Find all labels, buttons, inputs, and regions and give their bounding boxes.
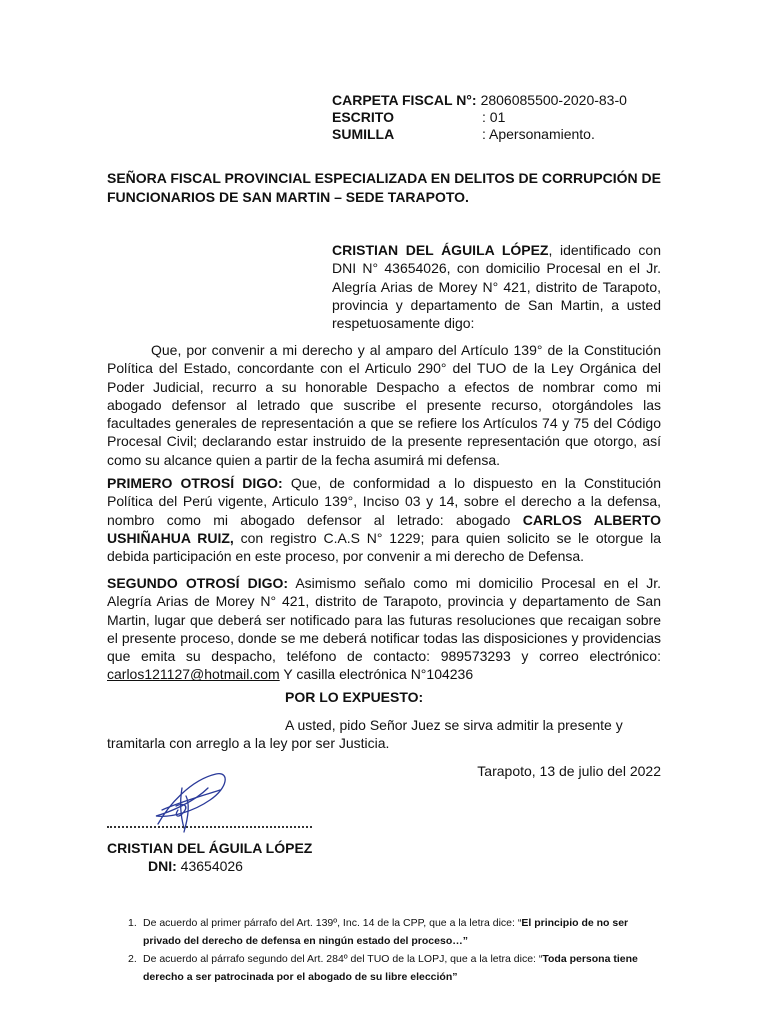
footnote-quote: Toda persona tiene derecho a ser patrocinada por el abogado de su libre elección (143, 953, 638, 983)
header-row-escrito (332, 109, 662, 126)
email-link[interactable]: carlos121127@hotmail.com (107, 666, 280, 683)
dni-value: 43654026 (176, 858, 243, 874)
footnote-number: 1. (128, 917, 137, 929)
intro-paragraph (332, 241, 661, 332)
case-header (332, 92, 662, 143)
footnotes (128, 914, 648, 986)
intro-text: , identificado con DNI N° 43654026, con domicilio Procesal en el Jr. Alegría Arias de Morey N° 421, distrito de Tarapoto, provincia y departamento de San Martin, a usted respetuosamente digo: (332, 242, 661, 332)
signer-name: CRISTIAN DEL ÁGUILA LÓPEZ (107, 840, 313, 856)
escrito-label: ESCRITO (332, 109, 394, 125)
footnote-item (128, 914, 648, 950)
segundo-otrosi-label: SEGUNDO OTROSÍ DIGO: (107, 575, 289, 591)
petitioner-name: CRISTIAN DEL ÁGUILA LÓPEZ (332, 242, 549, 258)
addressee: SEÑORA FISCAL PROVINCIAL ESPECIALIZADA EN DELITOS DE CORRUPCIÓN DE FUNCIONARIOS DE SAN MARTIN – SEDE TARAPOTO. (107, 170, 661, 205)
sumilla-label: SUMILLA (332, 126, 395, 142)
signature-line (107, 826, 312, 828)
dni-label: DNI: (148, 858, 177, 874)
header-row-sumilla (332, 126, 662, 143)
footnote-text: De acuerdo al párrafo segundo del Art. 284º del TUO de la LOPJ, que a la letra dice: “ (143, 953, 543, 965)
carpeta-value: 2806085500-2020-83-0 (480, 92, 627, 108)
primero-otrosi-text2: con registro C.A.S N° 1229; para quien solicito se le otorgue la debida participación en este proceso, por convenir a mi derecho de Defensa. (107, 529, 662, 565)
footnote-quote-end: ” (452, 971, 458, 983)
date-line: Tarapoto, 13 de julio del 2022 (477, 763, 661, 779)
primero-otrosi-paragraph (107, 474, 661, 565)
primero-otrosi-label: PRIMERO OTROSÍ DIGO: (107, 475, 283, 491)
footnote-number: 2. (128, 953, 137, 965)
footnote-item (128, 950, 648, 986)
closing-paragraph (107, 716, 661, 753)
segundo-otrosi-text2: Y casilla electrónica N°104236 (279, 666, 474, 683)
primero-otrosi-text1: Que, de conformidad a lo dispuesto en la Constitución Política del Perú vigente, Articulo 139°, Inciso 03 y 14, sobre el derecho a la defensa, nombro como mi abogado defensor al letrado: abogado (107, 475, 661, 528)
main-paragraph: Que, por convenir a mi derecho y al amparo del Artículo 139° de la Constitución Política del Estado, concordante con el Articulo 290° del TUO de la Ley Orgánica del Poder Judicial, recurro a su honorable Despacho a efectos de nombrar como mi abogado defensor al letrado que suscribe el presente recurso, otorgándoles las facultades generales de representación a que se refiere los Artículos 74 y 75 del Código Procesal Civil; declarando estar instruido de la presente representación que otorgo, así como su alcance quien a partir de la fecha asumirá mi defensa. (107, 342, 661, 468)
carpeta-label: CARPETA FISCAL N°: (332, 92, 477, 108)
sumilla-value: : Apersonamiento. (482, 126, 595, 142)
footnote-text: De acuerdo al primer párrafo del Art. 139º, Inc. 14 de la CPP, que a la letra dice: “ (143, 917, 522, 929)
closing-line-2: tramitarla con arreglo a la ley por ser Justicia. (107, 735, 390, 752)
closing-line-1: A usted, pido Señor Juez se sirva admitir la presente y (285, 717, 623, 733)
lawyer-name: CARLOS ALBERTO USHIÑAHUA RUIZ, (107, 511, 661, 546)
escrito-value: : 01 (482, 109, 506, 125)
por-lo-expuesto-heading: POR LO EXPUESTO: (285, 689, 424, 705)
segundo-otrosi-paragraph (107, 574, 661, 684)
segundo-otrosi-text1: Asimismo señalo como mi domicilio Procesal en el Jr. Alegría Arias de Morey N° 421, distrito de Tarapoto, provincia y departamento de San Martin, lugar que deberá ser notificado para las futuras resoluciones que recaigan sobre el presente proceso, donde se me deberá notificar todas las disposiciones y providencias que emita su despacho, teléfono de contacto: 989573293 y correo electrónico: (107, 575, 662, 665)
header-row-carpeta (332, 92, 662, 109)
signer-dni (148, 857, 243, 875)
footnote-quote: El principio de no ser privado del derecho de defensa en ningún estado del proceso… (143, 917, 629, 947)
footnote-quote-end: ” (462, 935, 468, 947)
